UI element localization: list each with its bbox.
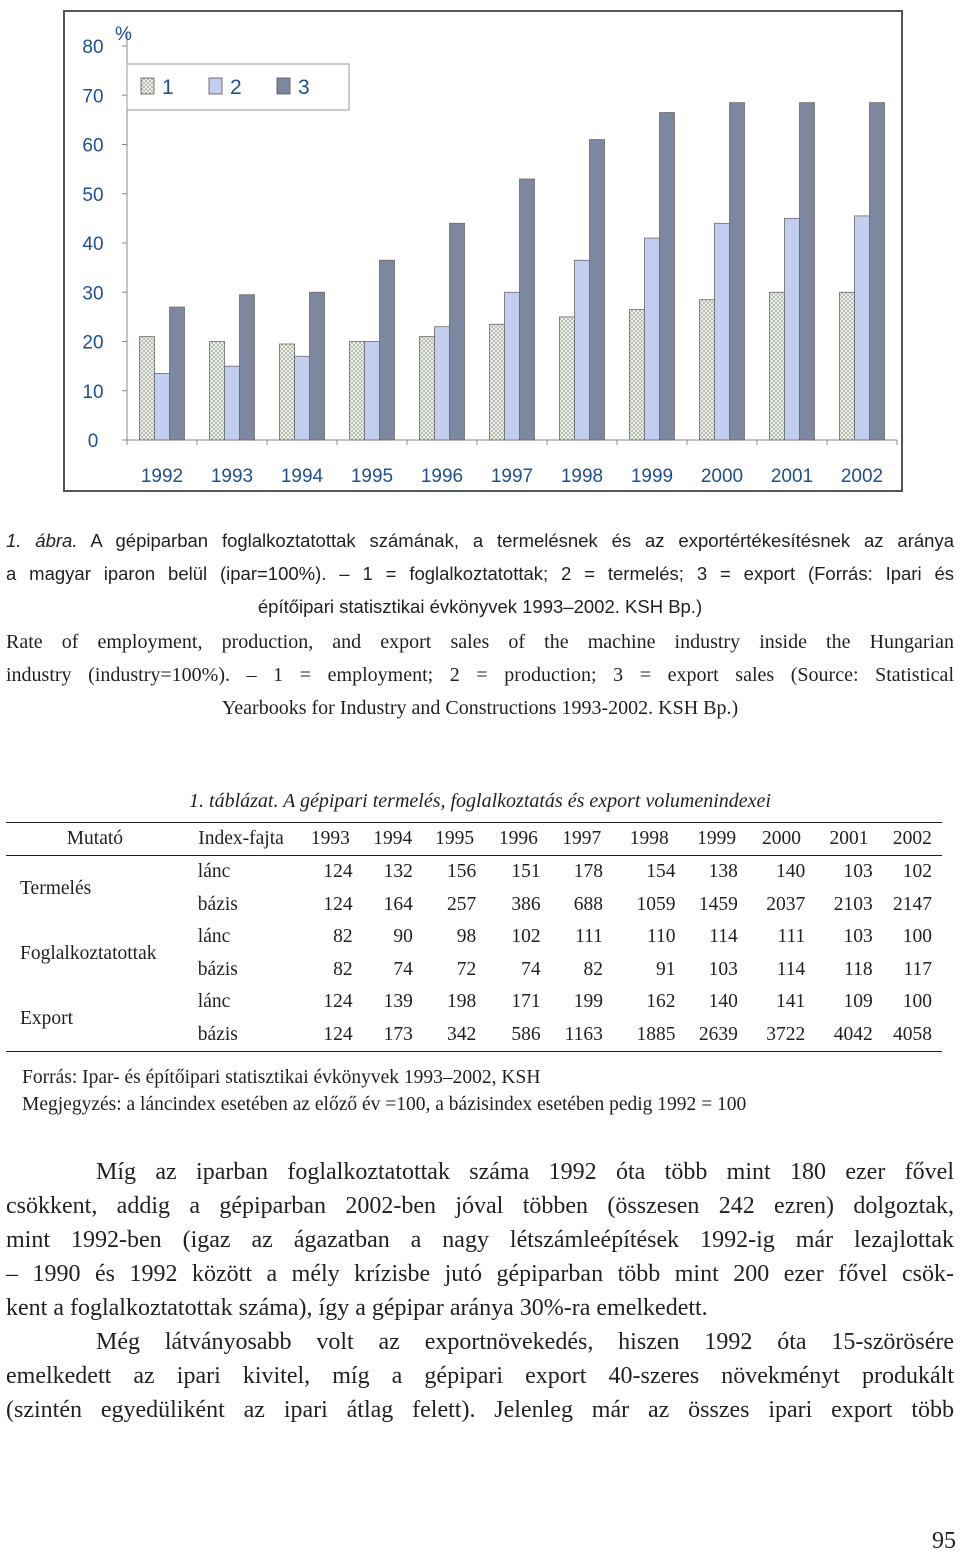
x-tick-label: 1992	[140, 466, 184, 487]
bar-series-2	[505, 292, 520, 440]
y-tick-label: 70	[82, 86, 104, 108]
body-text	[0, 1155, 960, 1427]
y-tick-label: 10	[82, 381, 104, 403]
caption-en-line-2: industry (industry=100%). – 1 = employment; 2 = production; 3 = export sales (Source: Statistical	[6, 664, 954, 686]
bar-series-3	[450, 223, 465, 440]
table-note: Megjegyzés: a láncindex esetében az előző év =100, a bázisindex esetében pedig 1992 = 100	[22, 1094, 747, 1115]
value-cell: 100	[902, 926, 932, 948]
value-cell: 124	[298, 1019, 362, 1052]
bar-series-2	[715, 223, 730, 440]
bar-series-3	[800, 103, 815, 440]
legend-entry: 2	[230, 76, 242, 99]
value-cell: 98	[456, 926, 477, 948]
value-cell: 91	[655, 958, 676, 980]
value-cell: 156	[446, 861, 477, 883]
value-cell: 100	[902, 991, 932, 1013]
body-line-3: mint 1992-ben (igaz az ágazatban a nagy létszámleépítések 1992-ig már lezajlottak	[6, 1227, 954, 1253]
table-header-cell: 1994	[363, 823, 423, 856]
bar-series-2	[785, 218, 800, 440]
x-tick-label: 1994	[280, 466, 324, 487]
x-tick-label: 1993	[210, 466, 254, 487]
value-cell: 138	[708, 861, 738, 883]
x-tick-label: 2001	[770, 466, 814, 487]
value-cell: 118	[844, 958, 873, 980]
index-type-cell: bázis	[197, 958, 238, 980]
value-cell: 386	[511, 893, 541, 915]
y-tick-label: 0	[87, 431, 99, 452]
table-header-cell: 1999	[685, 823, 747, 856]
volume-index-table	[6, 822, 942, 1052]
y-tick-label: 80	[82, 37, 104, 58]
value-cell: 342	[423, 1019, 486, 1052]
table-header-cell: Mutató	[6, 823, 184, 856]
caption-en-line-3: Yearbooks for Industry and Constructions 1993-2002. KSH Bp.)	[221, 697, 739, 719]
value-cell: 164	[383, 893, 413, 915]
table-header-row	[6, 823, 942, 856]
bar-series-1	[420, 337, 435, 440]
x-tick-label: 1999	[630, 466, 674, 487]
table-header-cell: 1997	[551, 823, 613, 856]
body-line-1: Míg az iparban foglalkoztatottak száma 1992 óta több mint 180 ezer fővel	[96, 1159, 954, 1185]
value-cell: 162	[646, 991, 676, 1013]
value-cell: 140	[708, 991, 738, 1013]
value-cell: 178	[573, 861, 603, 883]
bar-series-2	[645, 238, 660, 440]
value-cell: 111	[777, 926, 806, 948]
figure-label: 1. ábra.	[6, 530, 78, 551]
value-cell: 74	[393, 958, 413, 980]
index-type-cell: lánc	[197, 926, 231, 948]
value-cell: 139	[383, 991, 413, 1013]
y-tick-label: 20	[82, 332, 104, 354]
bar-series-1	[490, 324, 505, 440]
caption-hu-line-1: 1. ábra. A gépiparban foglalkoztatottak számának, a termelésnek és az exportértékesítésnek az aránya	[6, 530, 954, 551]
y-axis-label: %	[115, 24, 132, 45]
value-cell: 82	[333, 958, 353, 980]
bar-series-3	[310, 292, 325, 440]
bar-series-1	[560, 317, 575, 440]
bar-series-2	[435, 327, 450, 440]
y-tick-label: 60	[82, 135, 104, 157]
body-line-4: – 1990 és 1992 között a mély krízisbe jutó gépiparban több mint 200 ezer fővel csök-	[6, 1261, 954, 1287]
bar-series-1	[280, 344, 295, 440]
bar-series-3	[730, 103, 745, 440]
value-cell: 117	[903, 958, 932, 980]
indicator-cell: Export	[6, 986, 184, 1052]
legend-swatch	[141, 78, 154, 94]
bar-series-3	[590, 140, 605, 440]
bar-series-2	[155, 374, 170, 440]
value-cell: 688	[573, 893, 603, 915]
x-tick-label: 1998	[560, 466, 604, 487]
indicator-cell: Foglalkoztatottak	[20, 942, 157, 964]
value-cell: 90	[393, 926, 413, 948]
value-cell: 2103	[833, 893, 873, 915]
x-tick-label: 1995	[350, 466, 394, 487]
value-cell: 114	[709, 926, 738, 948]
body-line-2: csökkent, addig a gépiparban 2002-ben jóval többen (összesen 242 ezren) dolgoztak,	[6, 1193, 954, 1219]
bar-series-3	[170, 307, 185, 440]
value-cell: 124	[323, 991, 353, 1013]
table-header-cell: 2001	[815, 823, 882, 856]
index-type-cell: bázis	[197, 893, 238, 915]
value-cell: 173	[363, 1019, 423, 1052]
bar-series-3	[660, 112, 675, 440]
bar-series-2	[225, 366, 240, 440]
table-header-cell: 2000	[748, 823, 815, 856]
value-cell: 72	[456, 958, 477, 980]
value-cell: 2639	[685, 1019, 747, 1052]
caption-en-line-1: Rate of employment, production, and export sales of the machine industry inside the Hungarian	[6, 631, 954, 653]
legend-entry: 1	[162, 76, 174, 99]
value-cell: 171	[511, 991, 541, 1013]
bar-series-3	[380, 260, 395, 440]
value-cell: 103	[843, 926, 873, 948]
value-cell: 151	[511, 861, 541, 883]
value-cell: 102	[902, 861, 932, 883]
table-row	[6, 921, 942, 954]
value-cell: 586	[486, 1019, 550, 1052]
table-row	[6, 856, 942, 889]
value-cell: 114	[776, 958, 806, 980]
value-cell: 74	[521, 958, 541, 980]
bar-series-2	[575, 260, 590, 440]
value-cell: 2147	[893, 893, 932, 915]
value-cell: 111	[575, 926, 603, 948]
value-cell: 1885	[613, 1019, 686, 1052]
bar-series-1	[840, 292, 855, 440]
caption-hu-line-2: a magyar iparon belül (ipar=100%). – 1 = foglalkoztatottak; 2 = termelés; 3 = export (Forrás: Ipari és	[6, 563, 954, 584]
bar-series-3	[240, 295, 255, 440]
bar-series-2	[855, 216, 870, 440]
x-tick-label: 1996	[420, 466, 464, 487]
value-cell: 199	[573, 991, 603, 1013]
table-header-cell: 2002	[883, 823, 942, 856]
value-cell: 103	[708, 958, 738, 980]
value-cell: 109	[843, 991, 873, 1013]
value-cell: 102	[511, 926, 541, 948]
legend-entry: 3	[298, 76, 310, 99]
figure-caption-english	[0, 626, 960, 725]
y-tick-label: 30	[82, 283, 104, 305]
body-line-5: kent a foglalkoztatottak száma), így a gépipar aránya 30%-ra emelkedett.	[6, 1295, 708, 1321]
value-cell: 124	[323, 893, 353, 915]
table-source: Forrás: Ipar- és építőipari statisztikai évkönyvek 1993–2002, KSH	[22, 1067, 541, 1088]
legend-swatch	[209, 78, 222, 94]
value-cell: 140	[776, 861, 806, 883]
value-cell: 1059	[636, 893, 676, 915]
caption-hu-line-3: építőipari statisztikai évkönyvek 1993–2002. KSH Bp.)	[257, 596, 703, 617]
value-cell: 110	[646, 926, 676, 948]
bar-chart	[65, 12, 901, 490]
value-cell: 1459	[698, 893, 738, 915]
bar-series-1	[630, 309, 645, 440]
table-header-cell: 1996	[486, 823, 550, 856]
value-cell: 4042	[815, 1019, 882, 1052]
body-line-8: (szintén egyedüliként az ipari átlag felett). Jelenleg már az összes ipari export több	[6, 1397, 954, 1423]
value-cell: 82	[333, 926, 353, 948]
value-cell: 2037	[766, 893, 806, 915]
value-cell: 132	[383, 861, 413, 883]
body-line-7: emelkedett az ipari kivitel, míg a gépipari export 40-szeres növekményt produkált	[6, 1363, 954, 1389]
index-type-cell: lánc	[197, 991, 231, 1013]
value-cell: 103	[843, 861, 873, 883]
table-title: 1. táblázat. A gépipari termelés, foglalkoztatás és export volumenindexei	[189, 790, 771, 812]
bar-series-1	[140, 337, 155, 440]
bar-series-1	[210, 342, 225, 441]
table-row	[6, 986, 942, 1019]
bar-series-2	[295, 356, 310, 440]
bar-series-1	[350, 342, 365, 441]
table-header-cell: 1993	[298, 823, 362, 856]
bar-series-2	[365, 342, 380, 441]
figure-caption-hungarian	[0, 524, 960, 623]
value-cell: 198	[446, 991, 477, 1013]
table-header-cell: 1995	[423, 823, 486, 856]
bar-series-1	[770, 292, 785, 440]
body-line-6: Még látványosabb volt az exportnövekedés, hiszen 1992 óta 15-szörösére	[96, 1329, 954, 1355]
index-type-cell: bázis	[184, 1019, 298, 1052]
table-header-cell: Index-fajta	[184, 823, 298, 856]
value-cell: 124	[323, 861, 353, 883]
x-tick-label: 2002	[840, 466, 884, 487]
value-cell: 1163	[551, 1019, 613, 1052]
value-cell: 154	[646, 861, 676, 883]
index-type-cell: lánc	[197, 861, 231, 883]
value-cell: 82	[583, 958, 603, 980]
table-header-cell: 1998	[613, 823, 686, 856]
x-tick-label: 2000	[700, 466, 744, 487]
y-tick-label: 50	[82, 184, 104, 206]
y-tick-label: 40	[82, 234, 104, 255]
value-cell: 141	[776, 991, 806, 1013]
bar-series-3	[870, 103, 885, 440]
value-cell: 4058	[883, 1019, 942, 1052]
chart-frame	[63, 10, 903, 492]
bar-series-3	[520, 179, 535, 440]
x-tick-label: 1997	[490, 466, 534, 487]
value-cell: 3722	[748, 1019, 815, 1052]
legend-swatch	[277, 78, 290, 94]
value-cell: 257	[446, 893, 477, 915]
indicator-cell: Termelés	[20, 877, 92, 899]
bar-series-1	[700, 300, 715, 440]
table-body	[6, 823, 942, 1052]
page-number: 95	[932, 1528, 956, 1554]
table-notes	[22, 1064, 746, 1118]
